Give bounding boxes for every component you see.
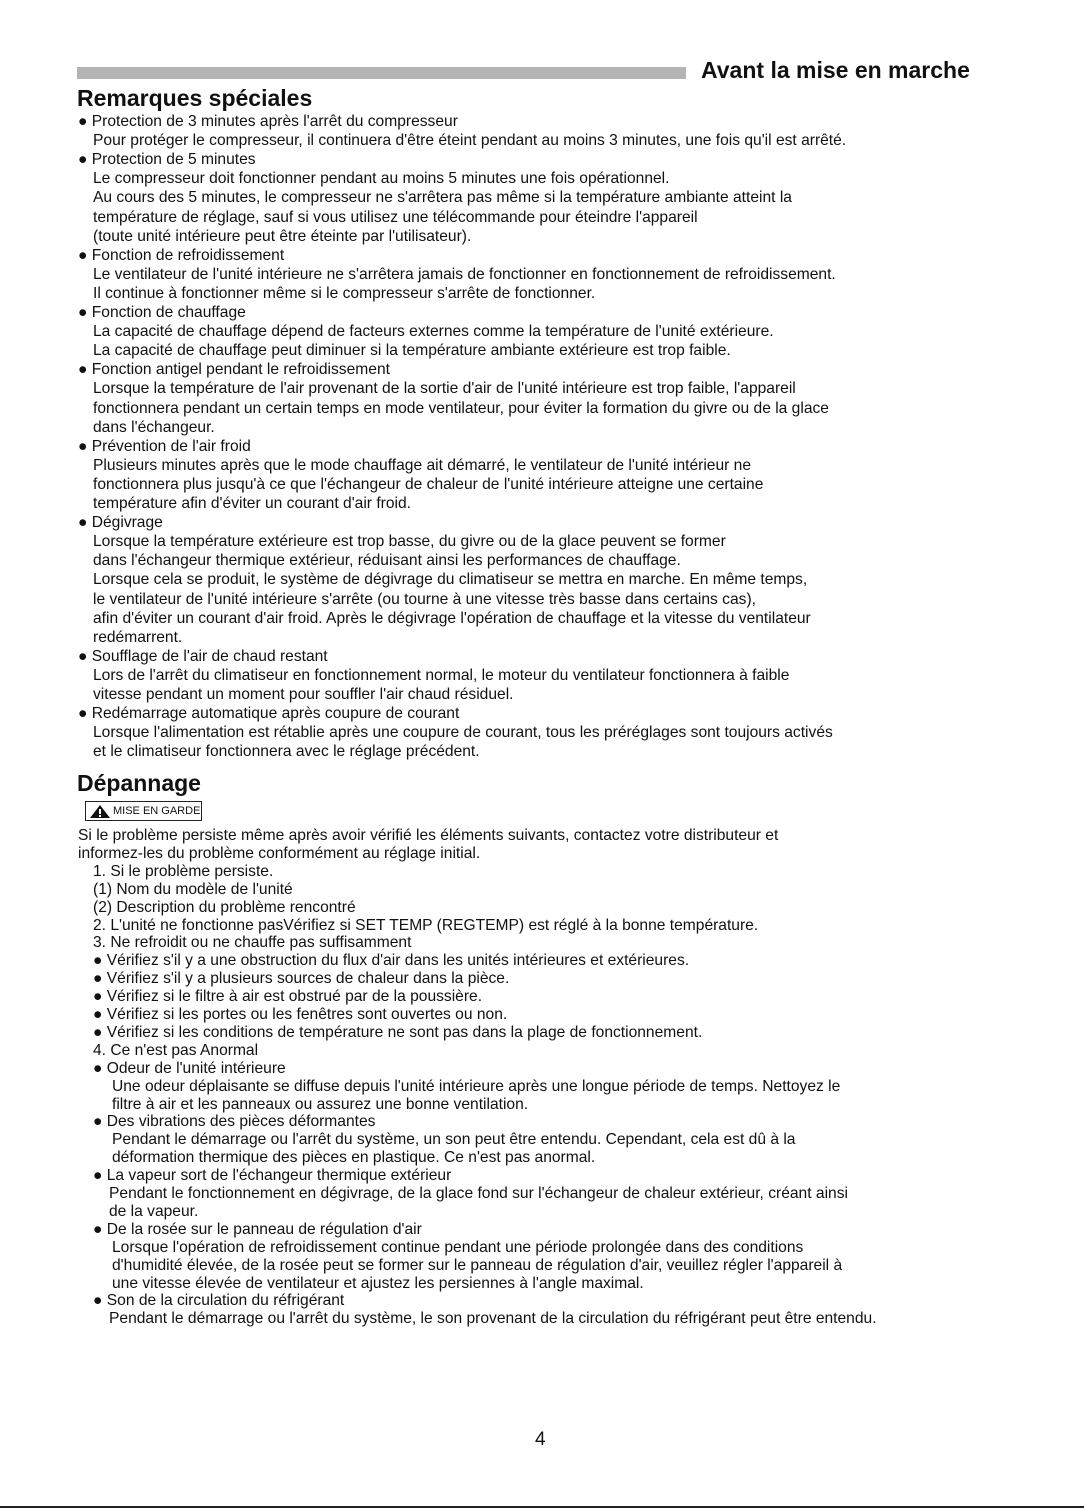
section-title-troubleshooting: Dépannage bbox=[77, 770, 201, 796]
caution-label: MISE EN GARDE bbox=[113, 805, 201, 817]
text-line: 3. Ne refroidit ou ne chauffe pas suffisamment bbox=[93, 934, 412, 952]
text-line: ● Soufflage de l'air de chaud restant bbox=[78, 647, 328, 665]
header-bar bbox=[77, 67, 686, 79]
text-line: Lorsque la température extérieure est trop basse, du givre ou de la glace peuvent se former bbox=[93, 533, 726, 551]
text-line: Plusieurs minutes après que le mode chauffage ait démarré, le ventilateur de l'unité intérieur ne bbox=[93, 456, 752, 474]
text-line: ● Fonction antigel pendant le refroidissement bbox=[78, 361, 390, 379]
text-line: (toute unité intérieure peut être éteinte par l'utilisateur). bbox=[93, 227, 472, 245]
text-line: Pendant le démarrage ou l'arrêt du système, un son peut être entendu. Cependant, cela est dû à la bbox=[112, 1131, 796, 1149]
text-line: ● Vérifiez si les conditions de température ne sont pas dans la plage de fonctionnement. bbox=[93, 1023, 703, 1041]
text-line: ● La vapeur sort de l'échangeur thermique extérieur bbox=[93, 1167, 452, 1185]
text-line: déformation thermique des pièces en plastique. Ce n'est pas anormal. bbox=[112, 1149, 596, 1167]
text-line: ● Vérifiez si le filtre à air est obstrué par de la poussière. bbox=[93, 988, 483, 1006]
text-line: Le compresseur doit fonctionner pendant au moins 5 minutes une fois opérationnel. bbox=[93, 170, 670, 188]
text-line: Il continue à fonctionner même si le compresseur s'arrête de fonctionner. bbox=[93, 284, 596, 302]
text-line: température de réglage, sauf si vous utilisez une télécommande pour éteindre l'appareil bbox=[93, 208, 698, 226]
text-line: le ventilateur de l'unité intérieure s'arrête (ou tourne à une vitesse très basse dans certains cas), bbox=[93, 590, 756, 608]
text-line: ● Des vibrations des pièces déformantes bbox=[93, 1113, 376, 1131]
caution-box bbox=[85, 801, 202, 821]
text-line: ● Protection de 5 minutes bbox=[78, 151, 256, 169]
text-line: et le climatiseur fonctionnera avec le réglage précédent. bbox=[93, 743, 480, 761]
bottom-rule bbox=[0, 1506, 1084, 1508]
text-line: ● Protection de 3 minutes après l'arrêt du compresseur bbox=[78, 113, 458, 130]
text-line: ● Vérifiez s'il y a plusieurs sources de chaleur dans la pièce. bbox=[93, 970, 510, 988]
text-line: Lors de l'arrêt du climatiseur en fonctionnement normal, le moteur du ventilateur fonctionnera à faible bbox=[93, 666, 790, 684]
text-line: 1. Si le problème persiste. bbox=[93, 862, 274, 880]
text-line: afin d'éviter un courant d'air froid. Après le dégivrage l'opération de chauffage et la vitesse du ventilateur bbox=[93, 609, 811, 627]
text-line: Lorsque la température de l'air provenant de la sortie d'air de l'unité intérieure est trop faible, l'appareil bbox=[93, 380, 796, 398]
text-line: Pendant le fonctionnement en dégivrage, de la glace fond sur l'échangeur de chaleur extérieur, créant ainsi bbox=[109, 1185, 848, 1202]
text-line: ● Vérifiez s'il y a une obstruction du flux d'air dans les unités intérieures et extérieures. bbox=[93, 952, 690, 970]
text-line: Pour protéger le compresseur, il continuera d'être éteint pendant au moins 3 minutes, une fois qu'il est arrêté. bbox=[93, 132, 847, 150]
text-line: dans l'échangeur. bbox=[93, 418, 215, 436]
text-line: ● Prévention de l'air froid bbox=[78, 437, 251, 455]
text-line: Au cours des 5 minutes, le compresseur ne s'arrêtera pas même si la température ambiante atteint la bbox=[93, 189, 792, 207]
text-line: Lorsque cela se produit, le système de dégivrage du climatiseur se mettra en marche. En même temps, bbox=[93, 571, 808, 589]
text-line: 4. Ce n'est pas Anormal bbox=[93, 1041, 259, 1059]
text-line: ● Odeur de l'unité intérieure bbox=[93, 1059, 286, 1077]
text-line: fonctionnera plus jusqu'à ce que l'échangeur de chaleur de l'unité intérieure atteigne une certaine bbox=[93, 475, 764, 493]
text-line: 2. L'unité ne fonctionne pasVérifiez si SET TEMP (REGTEMP) est réglé à la bonne température. bbox=[93, 916, 759, 934]
text-line: informez-les du problème conformément au réglage initial. bbox=[78, 844, 481, 862]
text-line: de la vapeur. bbox=[109, 1202, 199, 1220]
text-line: ● Son de la circulation du réfrigérant bbox=[93, 1292, 345, 1310]
text-line: Si le problème persiste même après avoir vérifié les éléments suivants, contactez votre distributeur et bbox=[78, 827, 779, 844]
text-line: ● Fonction de refroidissement bbox=[78, 246, 285, 264]
text-line: (1) Nom du modèle de l'unité bbox=[93, 880, 293, 898]
text-line: Pendant le démarrage ou l'arrêt du système, le son provenant de la circulation du réfrigérant peut être entendu. bbox=[109, 1310, 877, 1328]
text-line: d'humidité élevée, de la rosée peut se former sur le panneau de régulation d'air, veuillez régler l'appareil à bbox=[112, 1256, 843, 1274]
text-line: une vitesse élevée de ventilateur et ajustez les persiennes à l'angle maximal. bbox=[112, 1274, 644, 1292]
page-header-title: Avant la mise en marche bbox=[701, 57, 970, 83]
text-line: (2) Description du problème rencontré bbox=[93, 898, 356, 916]
section-title-special-remarks: Remarques spéciales bbox=[77, 85, 313, 111]
page-number: 4 bbox=[535, 1429, 546, 1450]
text-line: ● Dégivrage bbox=[78, 514, 163, 532]
text-line: La capacité de chauffage dépend de facteurs externes comme la température de l'unité extérieure. bbox=[93, 323, 774, 341]
text-line: Une odeur déplaisante se diffuse depuis l'unité intérieure après une longue période de temps. Nettoyez le bbox=[112, 1077, 841, 1095]
text-line: filtre à air et les panneaux ou assurez une bonne ventilation. bbox=[112, 1095, 529, 1113]
text-line: ● Redémarrage automatique après coupure de courant bbox=[78, 705, 460, 723]
text-line: vitesse pendant un moment pour souffler l'air chaud résiduel. bbox=[93, 686, 514, 703]
text-line: température afin d'éviter un courant d'air froid. bbox=[93, 495, 411, 512]
warning-icon bbox=[89, 804, 111, 819]
text-line: Lorsque l'alimentation est rétablie après une coupure de courant, tous les préréglages sont toujours activés bbox=[93, 724, 833, 742]
text-line: redémarrent. bbox=[93, 628, 183, 646]
text-line: ● Vérifiez si les portes ou les fenêtres sont ouvertes ou non. bbox=[93, 1006, 508, 1023]
text-line: dans l'échangeur thermique extérieur, réduisant ainsi les performances de chauffage. bbox=[93, 552, 681, 570]
text-line: ● Fonction de chauffage bbox=[78, 304, 246, 321]
text-line: ● De la rosée sur le panneau de régulation d'air bbox=[93, 1220, 422, 1238]
text-line: Lorsque l'opération de refroidissement continue pendant une période prolongée dans des conditions bbox=[112, 1238, 804, 1256]
text-line: fonctionnera pendant un certain temps en mode ventilateur, pour éviter la formation du givre ou de la glace bbox=[93, 399, 829, 417]
text-line: Le ventilateur de l'unité intérieure ne s'arrêtera jamais de fonctionner en fonctionnement de refroidissement. bbox=[93, 265, 836, 283]
text-line: La capacité de chauffage peut diminuer si la température ambiante extérieure est trop faible. bbox=[93, 342, 731, 360]
